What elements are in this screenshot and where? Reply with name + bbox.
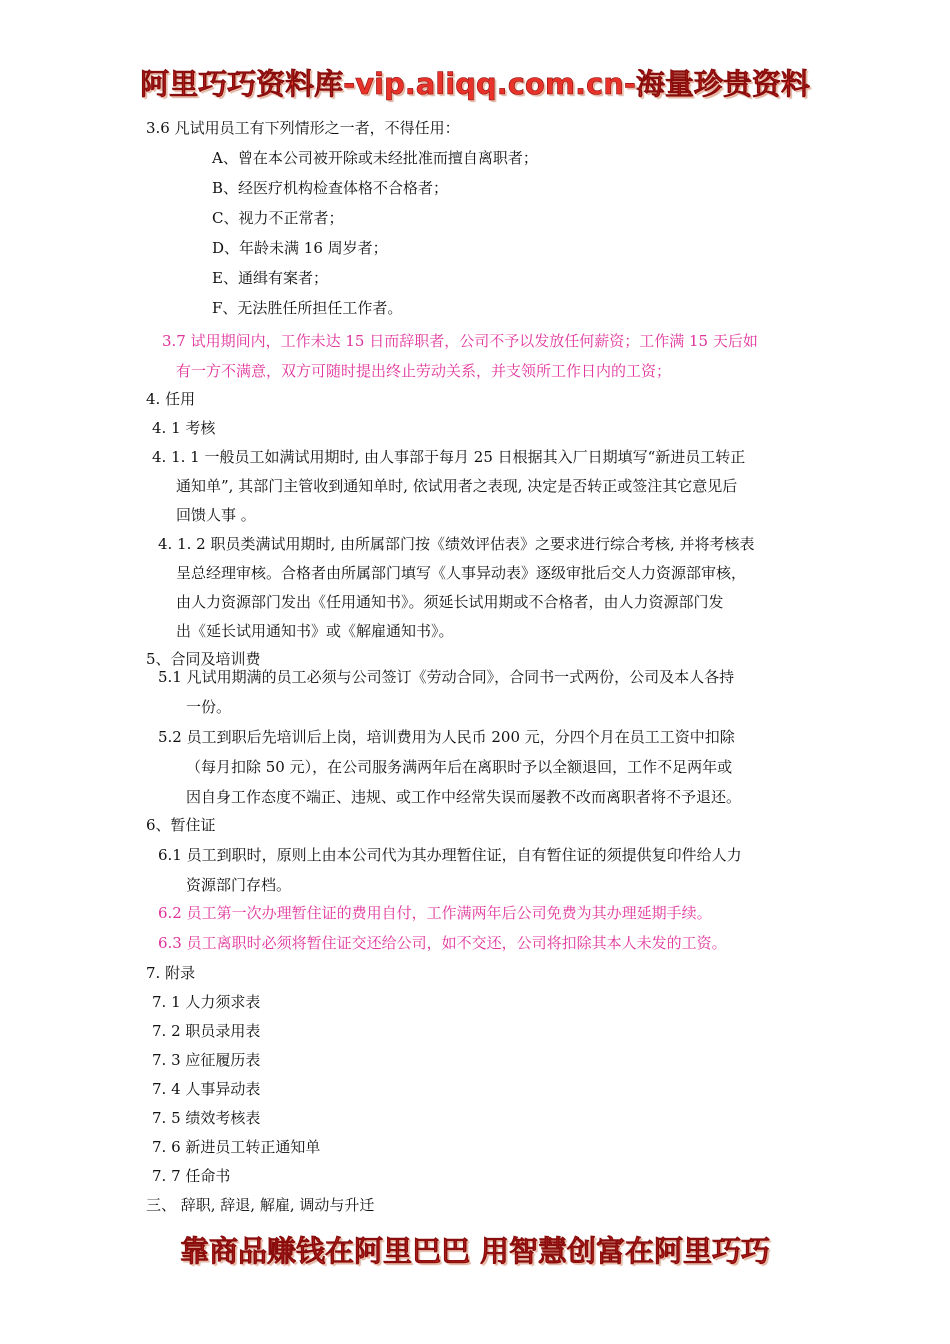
clause-4-1-2-line-2: 呈总经理审核。合格者由所属部门填写《人事异动表》逐级审批后交人力资源部审核， bbox=[176, 564, 747, 582]
section-4-1-heading: 4. 1 考核 bbox=[152, 419, 216, 437]
clause-3-6-e: E、通缉有案者； bbox=[212, 269, 328, 287]
clause-5-1-line-1: 5.1 凡试用期满的员工必须与公司签订《劳动合同》，合同书一式两份，公司及本人各持 bbox=[158, 668, 735, 686]
clause-3-6-f: F、无法胜任所担任工作者。 bbox=[212, 299, 403, 317]
clause-4-1-2-line-4: 出《延长试用通知书》或《解雇通知书》。 bbox=[176, 622, 454, 640]
clause-3-6-b: B、经医疗机构检查体格不合格者； bbox=[212, 179, 449, 197]
appendix-7-7: 7. 7 任命书 bbox=[152, 1167, 231, 1185]
header-watermark-banner: 阿里巧巧资料库-vip.aliqq.com.cn-海量珍贵资料 bbox=[140, 67, 810, 101]
clause-5-2-line-3: 因自身工作态度不端正、违规、或工作中经常失误而屡教不改而离职者将不予退还。 bbox=[186, 788, 742, 806]
clause-5-2-line-2: （每月扣除 50 元），在公司服务满两年后在离职时予以全额退回，工作不足两年或 bbox=[186, 758, 733, 776]
section-5-heading: 5、合同及培训费 bbox=[146, 650, 261, 668]
clause-4-1-2-line-1: 4. 1. 2 职员类满试用期时, 由所属部门按《绩效评估表》之要求进行综合考核, 并将考核表 bbox=[158, 535, 755, 553]
clause-6-3: 6.3 员工离职时必须将暂住证交还给公司，如不交还，公司将扣除其本人未发的工资。 bbox=[158, 934, 727, 952]
appendix-7-5: 7. 5 绩效考核表 bbox=[152, 1109, 261, 1127]
clause-6-1-line-1: 6.1 员工到职时，原则上由本公司代为其办理暂住证，自有暂住证的须提供复印件给人力 bbox=[158, 846, 742, 864]
clause-3-7-line-2: 有一方不满意，双方可随时提出终止劳动关系，并支领所工作日内的工资； bbox=[176, 362, 672, 380]
appendix-7-3: 7. 3 应征履历表 bbox=[152, 1051, 261, 1069]
clause-3-6-a: A、曾在本公司被开除或未经批准而擅自离职者； bbox=[212, 149, 538, 167]
clause-6-2: 6.2 员工第一次办理暂住证的费用自付，工作满两年后公司免费为其办理延期手续。 bbox=[158, 904, 712, 922]
appendix-7-1: 7. 1 人力须求表 bbox=[152, 993, 261, 1011]
clause-3-7-line-1: 3.7 试用期间内，工作未达 15 日而辞职者，公司不予以发放任何薪资；工作满 15 天后如 bbox=[162, 332, 758, 350]
clause-6-1-line-2: 资源部门存档。 bbox=[186, 876, 292, 894]
appendix-7-4: 7. 4 人事异动表 bbox=[152, 1080, 261, 1098]
section-7-heading: 7. 附录 bbox=[146, 964, 196, 982]
clause-3-6-d: D、年龄未满 16 周岁者； bbox=[212, 239, 388, 257]
clause-4-1-1-line-1: 4. 1. 1 一般员工如满试用期时, 由人事部于每月 25 日根据其入厂日期填写“新进员工转正 bbox=[152, 448, 746, 466]
clause-3-6-c: C、视力不正常者； bbox=[212, 209, 344, 227]
chapter-3-heading: 三、 辞职, 辞退, 解雇, 调动与升迁 bbox=[146, 1196, 375, 1214]
clause-5-1-line-2: 一份。 bbox=[186, 698, 232, 716]
appendix-7-6: 7. 6 新进员工转正通知单 bbox=[152, 1138, 321, 1156]
appendix-7-2: 7. 2 职员录用表 bbox=[152, 1022, 261, 1040]
section-4-heading: 4. 任用 bbox=[146, 390, 196, 408]
footer-watermark-banner: 靠商品赚钱在阿里巴巴 用智慧创富在阿里巧巧 bbox=[179, 1234, 771, 1268]
clause-4-1-1-line-2: 通知单”, 其部门主管收到通知单时, 依试用者之表现, 决定是否转正或签注其它意见后 bbox=[176, 477, 738, 495]
section-6-heading: 6、暂住证 bbox=[146, 816, 216, 834]
clause-4-1-2-line-3: 由人力资源部门发出《任用通知书》。须延长试用期或不合格者，由人力资源部门发 bbox=[176, 593, 724, 611]
clause-5-2-line-1: 5.2 员工到职后先培训后上岗，培训费用为人民币 200 元，分四个月在员工工资中扣除 bbox=[158, 728, 735, 746]
clause-4-1-1-line-3: 回馈人事 。 bbox=[176, 506, 256, 524]
clause-3-6: 3.6 凡试用员工有下列情形之一者，不得任用： bbox=[146, 119, 460, 137]
